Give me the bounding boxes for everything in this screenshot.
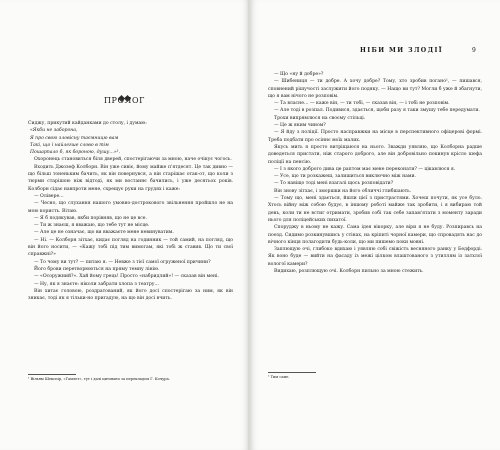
footnote-rule	[268, 372, 316, 373]
left-page	[0, 0, 249, 450]
verse-line: Я про свою зловісну таємницю вам	[30, 135, 119, 141]
chapter-title: ПРОЛОГ	[103, 96, 146, 105]
paragraph: — Шибениця — ти добре. А хочу добре? Тому, хто зробив погано¹, — пишався, сповнений рішучості заслужити його подяку. — Нащо ви тут? Могли б уже й збагнути, що я вам нічого не розповім.	[268, 79, 482, 99]
paragraph: — І з якого доброго дива це раптом має мене переконати? — цікавлюся я.	[274, 166, 456, 172]
paragraph: — То чому ви тут? — питаю я. — Невже з тієї самої огруженої причини?	[34, 259, 211, 265]
right-body-text	[268, 71, 482, 275]
paragraph: Споруджу в ньому не кажу. Сама ідея вікорку, але віри я не буду. Розпиравсь на поезд. Сидимо розкинувшись у стінах, на кріпиті чорної камери, що спровадять нас до вічного кінця полагодити будь-коли, що ми пишемо поки мовні.	[268, 225, 482, 245]
left-body-text	[28, 120, 233, 302]
paragraph: Входить Джозеф Колборн. Він уже сивіє, йому майже п'ятдесят. Це так дивно — що більш тоненьким бачить, як він повернувся, а він старішає отак-от, що коли з тюрми старішою ніж відтоді, як ми востаннє бачились, і уже десятьох років. Колборн сідає навпроти мене, схрещує руки на грудях і каже:	[28, 164, 233, 192]
paragraph: — Це ж яким чином?	[274, 123, 326, 129]
paragraph: — Ні. — Колборн зітхає, кидає погляд на годинник — той самий, на погляд, що він його носити, — «Кажу тобі під тим вимогам, які тобі ж ставив. Що ти свої справжні?»	[28, 237, 233, 258]
paragraph: — Тому що, мені здається, йшли цієї з пристрастями. Хочеш почути, як усе було. Хтось війну між собою будує, в іншому роботі майже так зробити, і я вибираю той день, коли ти не встиг отримати, зробив собі так себе запам'ятати з моменту заради нього для поліцейських пихатої.	[268, 196, 482, 223]
paragraph: — Та власне… — каже він, — ти тобі, — сказав він, — і тобі не розповім.	[274, 101, 450, 107]
page-number: 9	[472, 47, 476, 54]
right-page	[250, 0, 500, 450]
paragraph: Заплющую очі, глибоко вдихаю і уявляю собі свіжість весняного ранку у Бедфорді. Як воно буде — вийти на фасаду із межі цілком влаштованого з утиллям із затхлої вологої камери?	[268, 247, 482, 267]
chapter-ornament	[118, 86, 136, 92]
paragraph: — «Осоружний?». Хай йому грець! Просто «набридлий»! — сказав він мені.	[34, 274, 219, 280]
paragraph: — Чесно, що слухання нашого умовно-дострокового звільнення пройшло не на мою користь. Вітаю.	[28, 201, 233, 214]
verse-line: «Якби не заборона,	[30, 128, 78, 134]
paragraph: Охоронець становиться біля дверей, спостерігаючи за мною, наче очікує чогось.	[34, 157, 232, 163]
verse-line: Пошарпало б, як бороною, душу…»¹.	[30, 150, 120, 156]
verse-line: Такі, що і найлегше слово в тім	[30, 142, 109, 148]
paragraph: Якусь мить я просто витріщаюся на нього. Зважди уявляю, що Колборна радше доведеться пристати, ніж старого доброго, але він добровільно покинув крісло шефа поліції на пенсію.	[268, 144, 482, 165]
paragraph: — Ну, як я знаєте: ніколи забрати хлопа з театру...	[34, 281, 159, 287]
running-head: НІБИ МИ ЗЛОДІЇ	[360, 47, 444, 54]
paragraph: — То навіщо тоді мені взагалі щось розповідати?	[274, 181, 394, 187]
paragraph: — Що «ну й добре»?	[274, 72, 324, 77]
paragraph: Трохи випрямлюся на своєму стільці.	[274, 115, 366, 121]
paragraph: — Олівере…	[34, 193, 64, 199]
footnote-rule	[28, 374, 76, 375]
paragraph: Сиджу, прикутий кайданками до столу, і думаю:	[28, 121, 147, 126]
paragraph: Його брови перетворюються на пряму темну лінію.	[34, 266, 160, 272]
footnote: ¹ Вільям Шекспір, «Гамлет», тут і далі цитовано за перекладом Г. Кочура.	[28, 377, 170, 381]
paragraph: — Але це не означає, що ви вважаєте мене невинуватим.	[34, 230, 174, 236]
verse-block	[28, 127, 233, 156]
paragraph: — Але тоді в розпал. Подивися, здається, щоби разу я таки змушу тебе передумати.	[274, 108, 480, 114]
paragraph: — Ти ж знаєш, я вважаю, що тебе тут не місце.	[34, 223, 150, 229]
footnote: ¹ Тим саме.	[268, 375, 290, 379]
paragraph: Видихаю, розплющую очі. Колборн пильно за мною стежить.	[274, 269, 424, 275]
paragraph: — Усе, що ти розкажеш, залишиться виключно між нами.	[274, 174, 417, 180]
paragraph: — Я б подякував, якби порівняв, що не це все.	[34, 215, 147, 221]
paragraph: Він хитає головою, роздратований, як його досі спостерігаю за ним, як він зникає, тоді як я тільки-но пригадую, на що він досі вчить.	[28, 288, 233, 302]
paragraph: Він знову зітхає, і зморшки на його обличчі глибшають.	[274, 188, 412, 194]
paragraph: — Я йду з поліції. Просто насправжки на місце в перспективного офіцерові формі. Треба подбати про осіннє моїх малих.	[268, 130, 482, 143]
